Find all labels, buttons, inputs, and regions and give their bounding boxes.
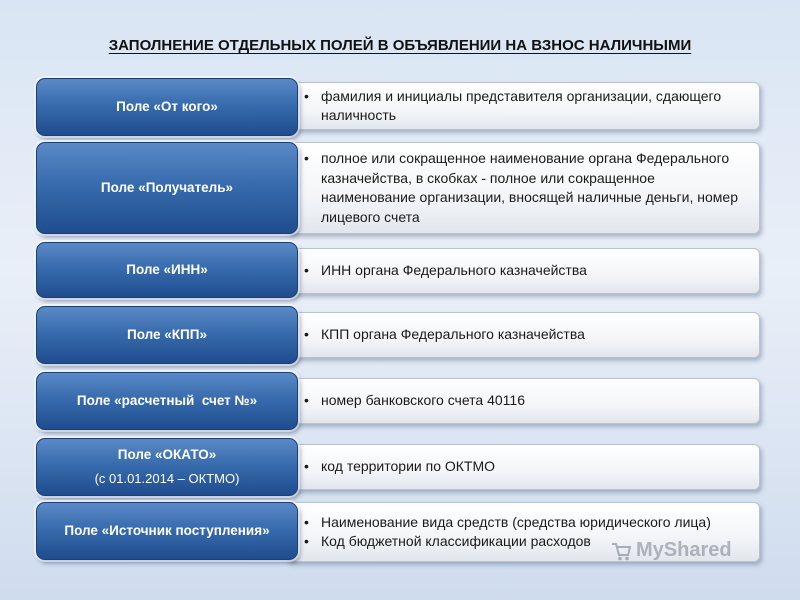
row-okato bbox=[36, 438, 760, 496]
list-item: • код территории по ОКТМО bbox=[321, 457, 745, 477]
list-item: • Наименование вида средств (средства юридического лица) bbox=[321, 513, 745, 533]
watermark-text: MyShared bbox=[636, 539, 732, 561]
row-from-whom bbox=[36, 78, 760, 136]
field-label bbox=[36, 502, 298, 560]
list-item: • Код бюджетной классификации расходов bbox=[321, 532, 745, 552]
field-sublabel: (с 01.01.2014 – ОКТМО) bbox=[94, 471, 240, 486]
field-label-text: Поле «КПП» bbox=[127, 327, 207, 342]
row-kpp bbox=[36, 306, 760, 364]
field-label bbox=[36, 242, 298, 298]
row-description bbox=[286, 378, 760, 424]
field-label bbox=[36, 306, 298, 364]
row-description bbox=[286, 444, 760, 490]
field-label bbox=[36, 142, 298, 234]
list-item: • фамилия и инициалы представителя организации, сдающего наличность bbox=[321, 87, 745, 126]
field-label-text: Поле «Источник поступления» bbox=[64, 523, 270, 538]
field-label-text: Поле «расчетный счет №» bbox=[76, 393, 258, 408]
row-description bbox=[286, 248, 760, 294]
row-recipient bbox=[36, 142, 760, 234]
field-label-text: Поле «ИНН» bbox=[126, 262, 208, 277]
field-label bbox=[36, 78, 298, 136]
field-label-text: Поле «ОКАТО» bbox=[117, 447, 217, 462]
list-item: • номер банковского счета 40116 bbox=[321, 391, 745, 411]
row-description bbox=[286, 312, 760, 358]
page-title bbox=[0, 37, 800, 54]
page-title-text: ЗАПОЛНЕНИЕ ОТДЕЛЬНЫХ ПОЛЕЙ В ОБЪЯВЛЕНИИ НА ВЗНОС НАЛИЧНЫМИ bbox=[108, 37, 692, 54]
list-item: • КПП органа Федерального казначейства bbox=[321, 325, 745, 345]
field-label bbox=[36, 438, 298, 496]
field-label-text: Поле «Получатель» bbox=[100, 180, 234, 195]
row-description bbox=[286, 82, 760, 130]
field-label bbox=[36, 372, 298, 430]
row-inn bbox=[36, 242, 760, 298]
list-item: • полное или сокращенное наименование органа Федерального казначейства, в скобках - полное или сокращенное наименование организации, вносящей наличные деньги, номер лицевого счета bbox=[321, 149, 745, 227]
row-account-number bbox=[36, 372, 760, 430]
list-item: • ИНН органа Федерального казначейства bbox=[321, 261, 745, 281]
watermark bbox=[610, 539, 732, 562]
field-label-text: Поле «От кого» bbox=[116, 99, 218, 114]
cart-icon bbox=[610, 540, 632, 562]
row-description bbox=[286, 142, 760, 234]
